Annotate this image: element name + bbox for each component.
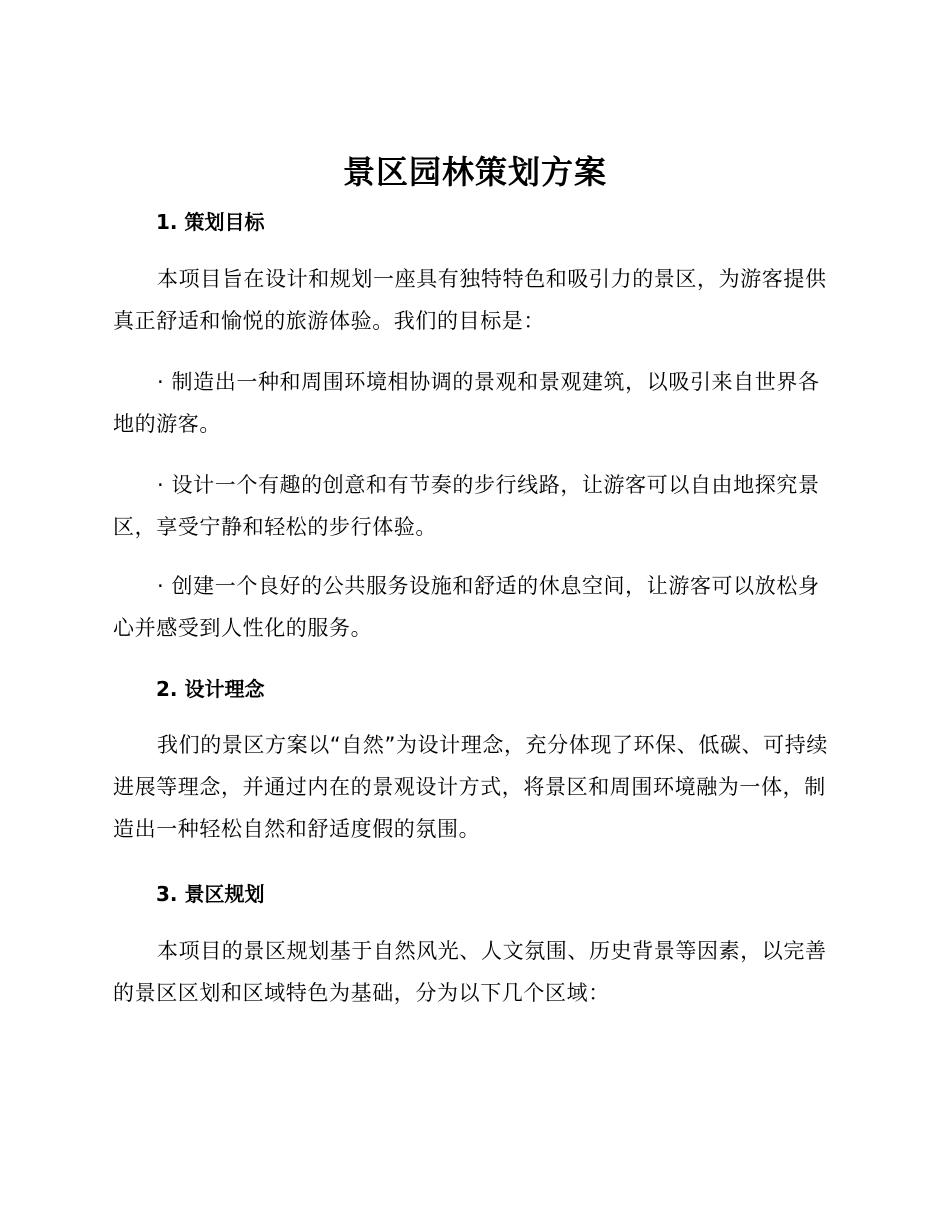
section-heading-goals: 1. 策划目标: [156, 210, 265, 234]
paragraph-design-concept: 我们的景区方案以“自然”为设计理念，充分体现了环保、低碳、可持续进展等理念，并通过内在的景观设计方式，将景区和周围环境融为一体，制造出一种轻松自然和舒适度假的氛围。: [113, 733, 828, 841]
section-heading-design-concept: 2. 设计理念: [156, 677, 265, 701]
paragraph-goals-intro: 本项目旨在设计和规划一座具有独特特色和吸引力的景区，为游客提供真正舒适和愉悦的旅游体验。我们的目标是：: [113, 267, 827, 333]
document-title: 景区园林策划方案: [342, 153, 607, 191]
paragraph-scenic-planning: 本项目的景区规划基于自然风光、人文氛围、历史背景等因素，以完善的景区区划和区域特色为基础，分为以下几个区域：: [113, 939, 827, 1005]
bullet-item-walking-route: · 设计一个有趣的创意和有节奏的步行线路，让游客可以自由地探究景区，享受宁静和轻松的步行体验。: [113, 473, 820, 539]
section-heading-scenic-planning: 3. 景区规划: [156, 882, 265, 906]
bullet-item-landscape: · 制造出一种和周围环境相协调的景观和景观建筑，以吸引来自世界各地的游客。: [113, 370, 820, 436]
bullet-item-public-service: · 创建一个良好的公共服务设施和舒适的休息空间，让游客可以放松身心并感受到人性化的服务。: [113, 574, 820, 640]
